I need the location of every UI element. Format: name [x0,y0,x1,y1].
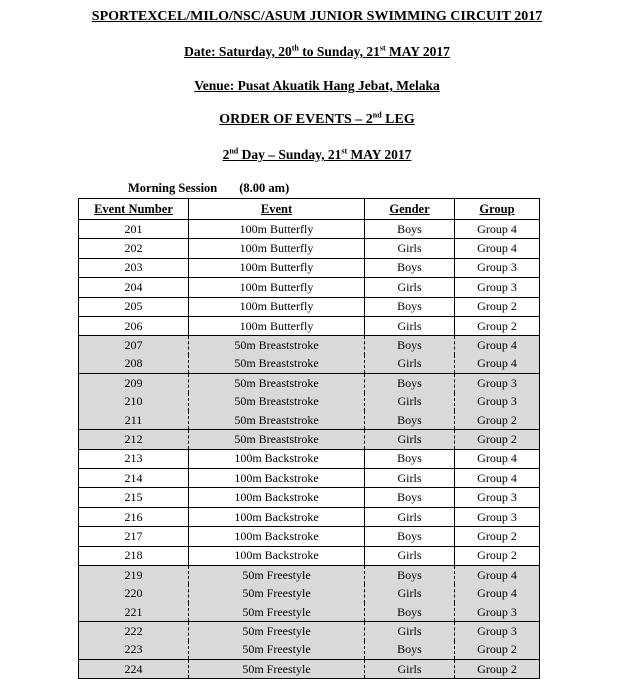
day-sup: st [341,146,348,156]
date-sup: st [379,43,386,53]
order-text: LEG [381,112,415,127]
event-number-cell: 201 [79,220,189,239]
gender-cell: Boys [365,374,455,393]
event-cell: 100m Backstroke [189,527,365,546]
order-of-events-heading [0,112,634,128]
event-number-cell: 223 [79,641,189,660]
day-heading [0,147,634,163]
table-row [79,374,540,393]
events-table [78,198,540,679]
event-number-cell: 215 [79,488,189,507]
table-header-row [79,199,540,220]
event-number-cell: 202 [79,239,189,258]
group-cell: Group 2 [455,659,540,678]
event-number-cell: 205 [79,297,189,316]
event-cell: 50m Breaststroke [189,411,365,430]
column-header-gender: Gender [365,199,455,220]
group-cell: Group 2 [455,316,540,335]
event-cell: 50m Freestyle [189,603,365,622]
gender-cell: Boys [365,297,455,316]
order-sup: nd [372,110,382,120]
table-row [79,355,540,374]
event-cell: 50m Freestyle [189,641,365,660]
day-text: 2 [222,147,230,162]
event-cell: 100m Backstroke [189,488,365,507]
event-number-cell: 216 [79,507,189,526]
event-cell: 100m Butterfly [189,239,365,258]
table-row [79,507,540,526]
event-number-cell: 220 [79,584,189,602]
gender-cell: Boys [365,411,455,430]
event-number-cell: 210 [79,393,189,411]
group-cell: Group 4 [455,566,540,585]
day-text: MAY 2017 [347,147,412,162]
event-cell: 100m Backstroke [189,507,365,526]
event-cell: 100m Butterfly [189,297,365,316]
event-cell: 100m Backstroke [189,469,365,488]
event-cell: 50m Breaststroke [189,393,365,411]
gender-cell: Boys [365,641,455,660]
event-number-cell: 218 [79,546,189,565]
event-date [0,44,634,60]
order-text: ORDER OF EVENTS – 2 [219,112,373,127]
event-cell: 50m Breaststroke [189,336,365,355]
gender-cell: Girls [365,546,455,565]
table-row [79,239,540,258]
table-row [79,488,540,507]
group-cell: Group 3 [455,393,540,411]
event-number-cell: 208 [79,355,189,374]
gender-cell: Boys [365,220,455,239]
group-cell: Group 4 [455,449,540,468]
group-cell: Group 2 [455,430,540,449]
table-row [79,566,540,585]
event-cell: 100m Backstroke [189,449,365,468]
group-cell: Group 4 [455,239,540,258]
event-number-cell: 217 [79,527,189,546]
table-row [79,449,540,468]
table-row [79,393,540,411]
event-cell: 100m Butterfly [189,258,365,277]
group-cell: Group 4 [455,220,540,239]
event-number-cell: 209 [79,374,189,393]
group-cell: Group 4 [455,584,540,602]
table-row [79,258,540,277]
group-cell: Group 3 [455,374,540,393]
date-text: to Sunday, 21 [298,44,380,59]
event-cell: 100m Butterfly [189,220,365,239]
gender-cell: Girls [365,430,455,449]
gender-cell: Boys [365,336,455,355]
gender-cell: Boys [365,527,455,546]
table-row [79,469,540,488]
date-sup: th [291,43,299,53]
table-row [79,336,540,355]
session-label: Morning Session [128,181,218,195]
group-cell: Group 2 [455,527,540,546]
session-time: (8.00 am) [239,181,290,195]
session-heading [128,181,289,196]
event-cell: 50m Breaststroke [189,355,365,374]
gender-cell: Girls [365,469,455,488]
table-row [79,622,540,641]
group-cell: Group 2 [455,546,540,565]
table-row [79,546,540,565]
table-row [79,430,540,449]
table-row [79,641,540,660]
table-row [79,527,540,546]
gender-cell: Girls [365,239,455,258]
day-sup: nd [229,146,239,156]
group-cell: Group 4 [455,469,540,488]
group-cell: Group 2 [455,411,540,430]
gender-cell: Boys [365,603,455,622]
gender-cell: Girls [365,622,455,641]
gender-cell: Girls [365,659,455,678]
event-number-cell: 224 [79,659,189,678]
event-number-cell: 207 [79,336,189,355]
gender-cell: Girls [365,316,455,335]
group-cell: Group 2 [455,641,540,660]
event-number-cell: 214 [79,469,189,488]
table-row [79,411,540,430]
date-text: MAY 2017 [385,44,450,59]
table-row [79,659,540,678]
table-row [79,220,540,239]
event-number-cell: 212 [79,430,189,449]
event-number-cell: 203 [79,258,189,277]
event-cell: 100m Butterfly [189,278,365,297]
group-cell: Group 3 [455,622,540,641]
column-header-event-number: Event Number [79,199,189,220]
group-cell: Group 3 [455,258,540,277]
group-cell: Group 3 [455,278,540,297]
event-cell: 50m Breaststroke [189,430,365,449]
event-cell: 100m Backstroke [189,546,365,565]
event-number-cell: 219 [79,566,189,585]
table-row [79,278,540,297]
event-number-cell: 213 [79,449,189,468]
document-title: SPORTEXCEL/MILO/NSC/ASUM JUNIOR SWIMMING CIRCUIT 2017 [91,9,543,24]
table-row [79,603,540,622]
venue: Venue: Pusat Akuatik Hang Jebat, Melaka [194,78,440,93]
event-cell: 50m Freestyle [189,566,365,585]
day-text: Day – Sunday, 21 [238,147,342,162]
event-number-cell: 222 [79,622,189,641]
gender-cell: Girls [365,355,455,374]
gender-cell: Boys [365,488,455,507]
event-cell: 50m Freestyle [189,659,365,678]
event-number-cell: 206 [79,316,189,335]
event-number-cell: 211 [79,411,189,430]
group-cell: Group 3 [455,507,540,526]
event-number-cell: 204 [79,278,189,297]
gender-cell: Boys [365,258,455,277]
gender-cell: Boys [365,566,455,585]
event-number-cell: 221 [79,603,189,622]
event-cell: 100m Butterfly [189,316,365,335]
gender-cell: Boys [365,449,455,468]
group-cell: Group 4 [455,336,540,355]
gender-cell: Girls [365,278,455,297]
table-row [79,316,540,335]
group-cell: Group 3 [455,488,540,507]
date-text: Date: Saturday, 20 [184,44,292,59]
gender-cell: Girls [365,393,455,411]
table-row [79,297,540,316]
column-header-event: Event [189,199,365,220]
event-cell: 50m Freestyle [189,622,365,641]
group-cell: Group 4 [455,355,540,374]
gender-cell: Girls [365,584,455,602]
event-cell: 50m Freestyle [189,584,365,602]
group-cell: Group 2 [455,297,540,316]
column-header-group: Group [455,199,540,220]
event-cell: 50m Breaststroke [189,374,365,393]
gender-cell: Girls [365,507,455,526]
table-row [79,584,540,602]
group-cell: Group 3 [455,603,540,622]
